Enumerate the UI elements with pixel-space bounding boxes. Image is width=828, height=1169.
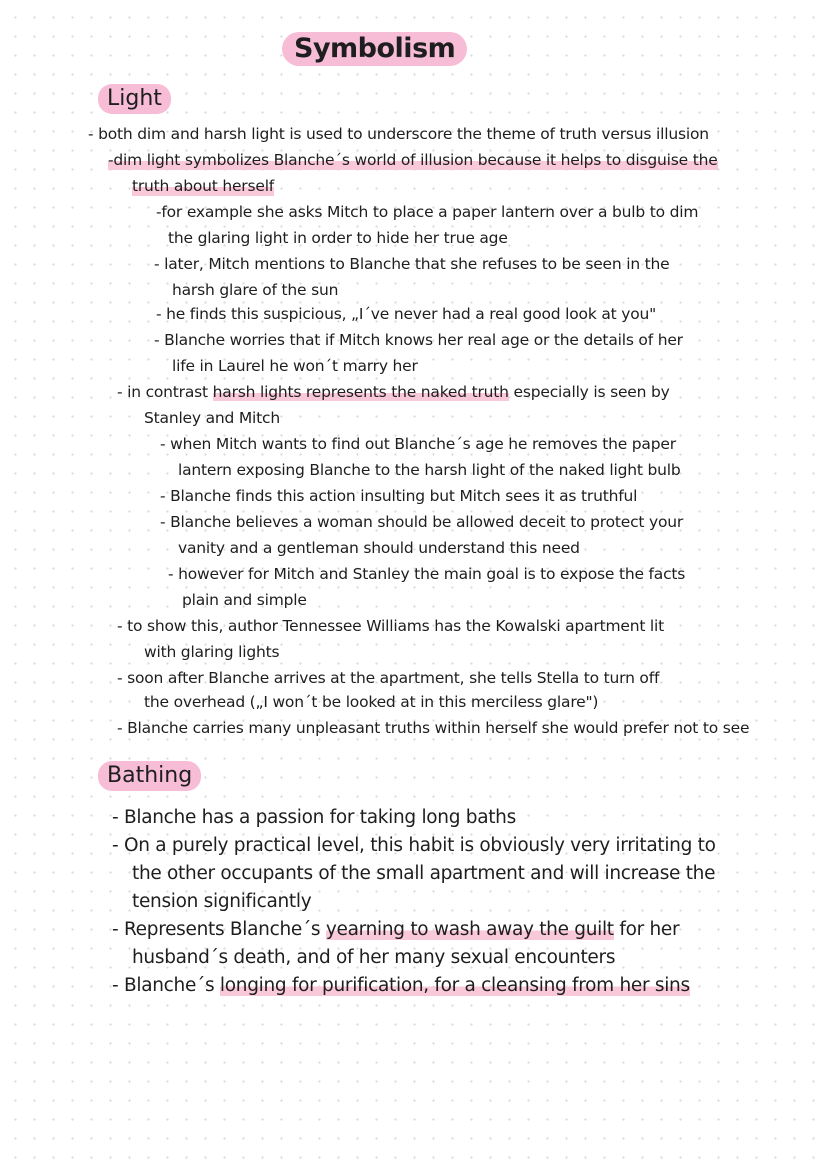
note-line: - both dim and harsh light is used to underscore the theme of truth versus illusion (88, 125, 709, 143)
note-line: harsh glare of the sun (172, 281, 339, 299)
note-line: lantern exposing Blanche to the harsh light of the naked light bulb (178, 461, 681, 479)
note-text: - Represents Blanche´s (112, 919, 321, 940)
note-line: - to show this, author Tennessee Williams has the Kowalski apartment lit (117, 617, 665, 635)
note-line: husband´s death, and of her many sexual encounters (132, 947, 616, 968)
note-line-represents (112, 918, 679, 942)
note-line: the overhead („I won´t be looked at in this merciless glare") (144, 693, 599, 711)
note-line-contrast (117, 382, 670, 402)
note-line: - Blanche carries many unpleasant truths within herself she would prefer not to see (117, 719, 750, 737)
note-line: plain and simple (182, 591, 307, 609)
note-line: - Blanche worries that if Mitch knows her real age or the details of her (154, 331, 683, 349)
note-line: - when Mitch wants to find out Blanche´s age he removes the paper (160, 435, 676, 453)
note-line: tension significantly (132, 891, 312, 912)
highlighted-phrase: longing for purification, for a cleansing from her sins (219, 975, 690, 996)
note-line-highlighted: truth about herself (132, 177, 275, 195)
note-text: - in contrast (117, 383, 208, 401)
page-title: Symbolism (282, 32, 467, 66)
note-line: vanity and a gentleman should understand this need (178, 539, 580, 557)
note-line: Stanley and Mitch (144, 409, 280, 427)
note-line: life in Laurel he won´t marry her (172, 357, 418, 375)
note-line: - however for Mitch and Stanley the main goal is to expose the facts (168, 565, 686, 583)
note-line: - Blanche has a passion for taking long baths (112, 807, 516, 828)
note-line: - he finds this suspicious, „I´ve never had a real good look at you" (156, 305, 657, 323)
note-line: - Blanche finds this action insulting but Mitch sees it as truthful (160, 487, 638, 505)
note-line: the other occupants of the small apartment and will increase the (132, 863, 716, 884)
note-line: - On a purely practical level, this habit is obviously very irritating to (112, 835, 716, 856)
section-heading-bathing: Bathing (98, 761, 201, 791)
note-line: - soon after Blanche arrives at the apartment, she tells Stella to turn off (117, 669, 660, 687)
note-line: -for example she asks Mitch to place a paper lantern over a bulb to dim (156, 203, 699, 221)
note-text: especially is seen by (513, 383, 670, 401)
note-line-highlighted: -dim light symbolizes Blanche´s world of illusion because it helps to disguise the (108, 151, 718, 169)
note-line: - later, Mitch mentions to Blanche that she refuses to be seen in the (154, 255, 670, 273)
note-line: - Blanche believes a woman should be allowed deceit to protect your (160, 513, 684, 531)
note-line-longing (112, 974, 690, 998)
note-line: the glaring light in order to hide her true age (168, 229, 508, 247)
note-line: with glaring lights (144, 643, 280, 661)
note-text: - Blanche´s (112, 975, 215, 996)
highlighted-phrase: yearning to wash away the guilt (325, 919, 614, 940)
note-text: for her (619, 919, 680, 940)
highlighted-phrase: harsh lights represents the naked truth (212, 383, 509, 401)
section-heading-light: Light (98, 84, 171, 114)
